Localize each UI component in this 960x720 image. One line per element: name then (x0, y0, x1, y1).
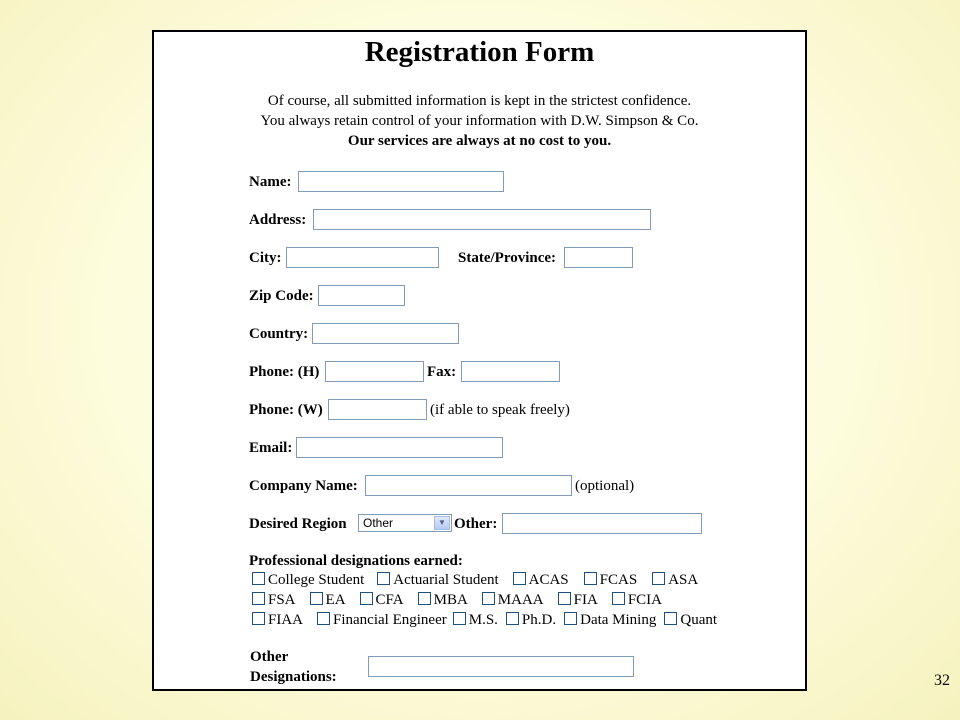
checkbox-box[interactable] (564, 612, 577, 625)
intro-line-1: Of course, all submitted information is kept in the strictest confidence. (267, 93, 692, 109)
checkbox-box[interactable] (482, 592, 495, 605)
city-label: City: (249, 250, 282, 266)
checkbox-box[interactable] (612, 592, 625, 605)
designation-checkbox[interactable] (453, 612, 498, 629)
checkbox-label: Data Mining (580, 612, 657, 629)
checkbox-label: FSA (268, 592, 296, 609)
company-label: Company Name: (249, 478, 358, 494)
checkbox-label: EA (325, 592, 346, 609)
checkbox-label: Financial Engineer (333, 612, 447, 629)
checkbox-box[interactable] (252, 592, 265, 605)
checkbox-label: Ph.D. (521, 612, 557, 629)
address-input[interactable] (313, 209, 651, 230)
designation-checkbox[interactable] (564, 612, 656, 629)
chevron-down-icon[interactable]: ▼ (434, 516, 450, 530)
checkbox-box[interactable] (377, 572, 390, 585)
checkbox-box[interactable] (513, 572, 526, 585)
checkbox-label: ASA (668, 572, 699, 589)
checkbox-box[interactable] (360, 592, 373, 605)
other-designations-input[interactable] (368, 656, 634, 677)
country-input[interactable] (312, 323, 459, 344)
checkbox-box[interactable] (558, 592, 571, 605)
zip-label: Zip Code: (249, 288, 314, 304)
designation-checkbox[interactable] (612, 592, 662, 609)
checkbox-label: M.S. (468, 612, 498, 629)
country-label: Country: (249, 326, 309, 342)
checkbox-box[interactable] (317, 612, 330, 625)
designation-checkbox[interactable] (252, 592, 296, 609)
company-note: (optional) (575, 478, 635, 494)
designation-checkbox[interactable] (310, 592, 346, 609)
checkbox-box[interactable] (310, 592, 323, 605)
checkbox-label: Actuarial Student (393, 572, 499, 589)
checkbox-box[interactable] (652, 572, 665, 585)
designation-checkbox[interactable] (360, 592, 404, 609)
designation-checkbox[interactable] (482, 592, 544, 609)
fax-label: Fax: (427, 364, 457, 380)
designation-checkbox[interactable] (558, 592, 598, 609)
phone-home-input[interactable] (325, 361, 424, 382)
other-designations-label-line2: Designations: (250, 669, 337, 685)
other-region-label: Other: (454, 516, 498, 532)
city-input[interactable] (286, 247, 439, 268)
region-select-value: Other (363, 516, 394, 530)
designation-checkbox[interactable] (664, 612, 717, 629)
address-label: Address: (249, 212, 307, 228)
email-label: Email: (249, 440, 293, 456)
designation-checkbox[interactable] (252, 572, 364, 589)
designations-row-2 (252, 592, 674, 609)
checkbox-label: CFA (375, 592, 404, 609)
fax-input[interactable] (461, 361, 560, 382)
zip-input[interactable] (318, 285, 405, 306)
name-input[interactable] (298, 171, 504, 192)
form-title: Registration Form (364, 36, 595, 68)
checkbox-label: MBA (433, 592, 468, 609)
checkbox-label: FCAS (599, 572, 638, 589)
designation-checkbox[interactable] (584, 572, 638, 589)
designation-checkbox[interactable] (418, 592, 468, 609)
checkbox-label: FCIA (627, 592, 662, 609)
checkbox-box[interactable] (252, 612, 265, 625)
phone-work-input[interactable] (328, 399, 427, 420)
phone-work-note: (if able to speak freely) (430, 402, 570, 418)
phone-home-label: Phone: (H) (249, 364, 320, 380)
company-input[interactable] (365, 475, 572, 496)
phone-work-label: Phone: (W) (249, 402, 323, 418)
name-label: Name: (249, 174, 292, 190)
other-region-input[interactable] (502, 513, 702, 534)
checkbox-box[interactable] (506, 612, 519, 625)
region-label: Desired Region (249, 516, 347, 532)
registration-form-panel (152, 30, 807, 691)
checkbox-box[interactable] (418, 592, 431, 605)
designations-row-1 (252, 572, 710, 589)
designation-checkbox[interactable] (377, 572, 498, 589)
intro-line-3: Our services are always at no cost to you. (347, 133, 612, 149)
checkbox-box[interactable] (252, 572, 265, 585)
designation-checkbox[interactable] (317, 612, 447, 629)
checkbox-label: Quant (680, 612, 718, 629)
checkbox-label: FIA (573, 592, 598, 609)
checkbox-label: FIAA (268, 612, 304, 629)
intro-line-2: You always retain control of your information with D.W. Simpson & Co. (260, 113, 699, 129)
state-input[interactable] (564, 247, 633, 268)
state-label: State/Province: (458, 250, 557, 266)
designation-checkbox[interactable] (506, 612, 556, 629)
checkbox-box[interactable] (584, 572, 597, 585)
checkbox-label: ACAS (528, 572, 569, 589)
checkbox-box[interactable] (453, 612, 466, 625)
checkbox-label: MAAA (497, 592, 544, 609)
email-input[interactable] (296, 437, 503, 458)
page-number: 32 (934, 672, 950, 689)
region-select[interactable] (358, 514, 452, 532)
designation-checkbox[interactable] (513, 572, 569, 589)
designation-checkbox[interactable] (652, 572, 698, 589)
designation-checkbox[interactable] (252, 612, 303, 629)
checkbox-box[interactable] (664, 612, 677, 625)
designations-row-3 (252, 612, 729, 629)
designations-label: Professional designations earned: (249, 553, 463, 569)
checkbox-label: College Student (268, 572, 365, 589)
other-designations-label-line1: Other (250, 649, 289, 665)
